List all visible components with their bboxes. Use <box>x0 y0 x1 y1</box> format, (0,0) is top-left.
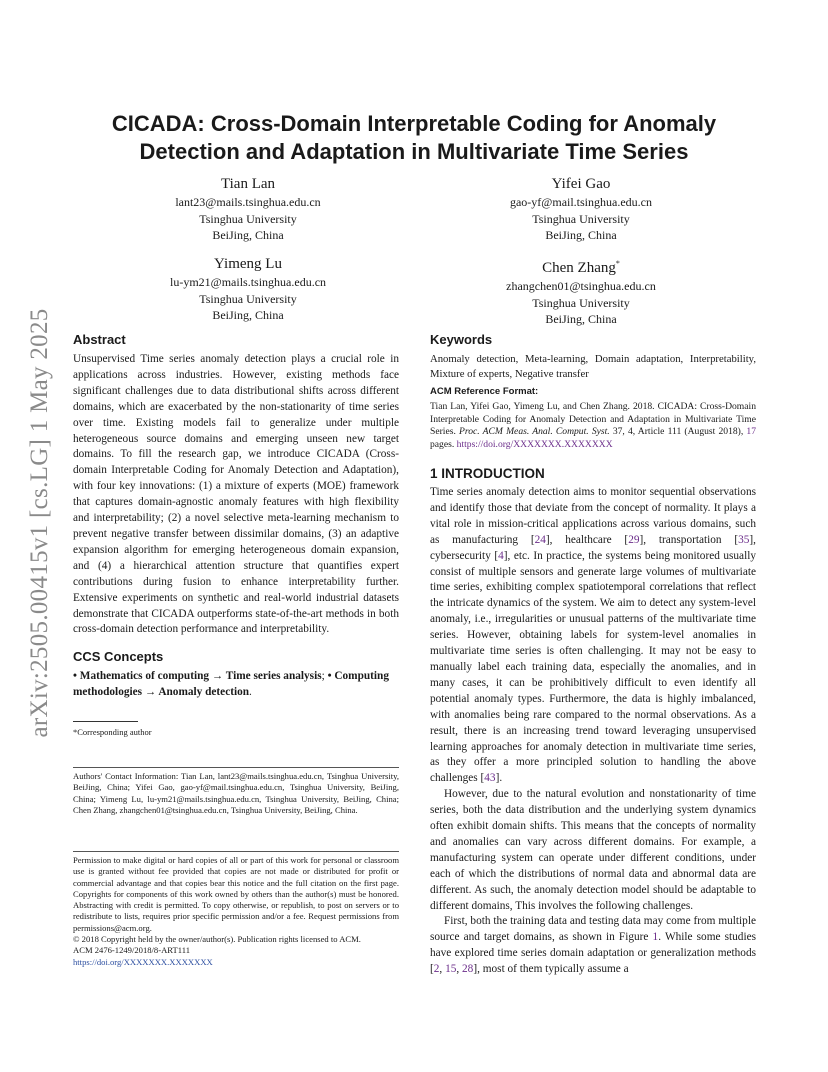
corresponding-mark: * <box>615 259 620 268</box>
authors-contact-information: Authors' Contact Information: Tian Lan, lant23@mails.tsinghua.edu.cn, Tsinghua University, BeiJing, China; Yifei Gao, gao-yf@mail.tsinghua.edu.cn, Tsinghua University, BeiJing, China; Yimeng Lu, lu-ym21@mails.tsinghua.edu.cn, Tsinghua University, BeiJing, China; Chen Zhang, zhangchen01@tsinghua.edu.cn, Tsinghua University, BeiJing, China. <box>73 767 399 816</box>
author-location: BeiJing, China <box>212 308 284 322</box>
keywords-heading: Keywords <box>430 332 493 347</box>
introduction-heading: 1 INTRODUCTION <box>430 466 545 481</box>
author-block-4 <box>451 254 711 328</box>
citation-link[interactable]: 15 <box>445 963 457 976</box>
paragraph-text: ], healthcare [ <box>545 533 629 546</box>
page-count-link[interactable]: 17 <box>746 426 756 438</box>
author-block-2 <box>451 174 711 244</box>
author-email[interactable]: gao-yf@mail.tsinghua.edu.cn <box>509 195 652 209</box>
paragraph-text: First, both the training data and testing data may come from multiple source and target domains, as shown in Figure <box>430 915 756 944</box>
paragraph-text: ], cybersecurity [ <box>430 533 757 562</box>
author-location: BeiJing, China <box>212 228 284 242</box>
acm-reference-heading: ACM Reference Format: <box>430 386 539 397</box>
acm-reference-format <box>430 386 756 452</box>
introduction-section <box>430 465 756 978</box>
author-affiliation: Tsinghua University <box>532 211 630 226</box>
permission-text: Permission to make digital or hard copies of all or part of this work for personal or classroom use is granted without fee provided that copies are not made or distributed for profit or commercial advantage and that copies bear this notice and the full citation on the first page. Copyrights for components of this work owned by others than the author(s) must be honored. Abstracting with credit is permitted. To copy otherwise, or republish, to post on servers or to redistribute to lists, requires prior specific permission and/or a fee. Request permissions from permissions@acm.org. <box>73 855 399 933</box>
citation-link[interactable]: 35 <box>738 533 750 546</box>
author-name: Tian Lan <box>220 176 276 192</box>
ccs-text: • Mathematics of computing → Time series analysis; • Computing methodologies → Anomaly detection. <box>73 670 389 698</box>
corresponding-author-footnote: *Corresponding author <box>73 727 152 737</box>
intro-paragraph-1 <box>430 485 756 787</box>
author-block-3 <box>118 254 378 324</box>
keywords-text: Anomaly detection, Meta-learning, Domain adaptation, Interpretability, Mixture of experts, Negative transfer <box>430 353 756 381</box>
footnote-divider <box>73 721 138 722</box>
intro-paragraph-2: However, due to the natural evolution and nonstationarity of time series, both the data distribution and the underlying system dynamics often exhibit domain shifts. This means that the concepts of normality and anomalies can vary across different domains. For example, a manufacturing system can operate under different conditions, under each of which the distributions of normal data and abnormal data are different. As such, the anomaly detection model should be adaptable to different domains, This involves the following challenges. <box>430 788 756 912</box>
intro-paragraph-3 <box>430 914 756 978</box>
paragraph-text: Time series anomaly detection aims to monitor sequential observations and identify those that deviate from the concept of normality. It plays a vital role in mission-critical applications across various domains, such as manufacturing [ <box>430 486 756 546</box>
author-email[interactable]: lu-ym21@mails.tsinghua.edu.cn <box>169 275 327 289</box>
paragraph-text: ], transportation [ <box>639 533 739 546</box>
acm-issn: ACM 2476-1249/2018/8-ART111 <box>73 945 191 956</box>
author-email[interactable]: lant23@mails.tsinghua.edu.cn <box>175 195 321 209</box>
title-line-2: Detection and Adaptation in Multivariate Time Series <box>139 139 689 164</box>
citation-link[interactable]: 1 <box>652 931 659 944</box>
citation-link[interactable]: 4 <box>498 549 504 562</box>
copyright-line: © 2018 Copyright held by the owner/author(s). Publication rights licensed to ACM. <box>73 934 361 945</box>
abstract-text: Unsupervised Time series anomaly detection plays a crucial role in applications across industries. However, existing methods face significant challenges due to data distributional shifts across different domains, which are exacerbated by the non-stationarity of time series over time. Existing models fail to generalize under multiple heterogeneous source domains and emerging unseen new target domains. To fill the research gap, we introduce CICADA (Cross-domain Interpretable Coding for Anomaly Detection and Adaptation), with four key innovations: (1) a mixture of experts (MOE) framework that captures domain-agnostic anomaly features with high flexibility and interpretability; (2) a novel selective meta-learning mechanism to prevent negative transfer between dissimilar domains, (3) an adaptive expansion algorithm for emerging heterogeneous domain expansion, and (4) a hierarchical attention structure that quantifies expert contributions during fusion to enhance interpretability further. Extensive experiments on synthetic and real-world industrial datasets demonstrate that CICADA outperforms state-of-the-art methods in both cross-domain detection performance and interpretability. <box>73 353 399 636</box>
author-name: Chen Zhang* <box>542 259 620 276</box>
acm-doi-link[interactable]: https://doi.org/XXXXXXX.XXXXXXX <box>456 439 613 451</box>
title-line-1: CICADA: Cross-Domain Interpretable Coding for Anomaly <box>111 111 717 136</box>
author-location: BeiJing, China <box>545 312 617 326</box>
arxiv-side-stamp: arXiv:2505.00415v1 [cs.LG] 1 May 2025 <box>26 308 53 738</box>
ccs-concept-1[interactable]: • Mathematics of computing → Time series analysis <box>73 670 322 682</box>
acm-reference-text: Tian Lan, Yifei Gao, Yimeng Lu, and Chen Zhang. 2018. CICADA: Cross-Domain Interpretable Coding for Anomaly Detection and Adaptation in Multivariate Time Series. Proc. ACM Meas. Anal. Comput. Syst. 37, 4, Article 111 (August 2018), 17 pages. https://doi.org/XXXXXXX.XXXXXXX <box>430 400 756 451</box>
paragraph-text: , <box>439 963 446 976</box>
permission-notice <box>73 851 399 968</box>
author-location: BeiJing, China <box>545 228 617 242</box>
paragraph-text: ], etc. In practice, the systems being monitored usually consist of multiple sensors and generate large volumes of multivariate time series, exhibiting complex spatiotemporal correlations that reflect the intricate dynamics of the system. We aim to detect any system-level anomaly, i.e., irregularities or unusual patterns of the multivariate time series. However, obtaining labels for system-level anomalies in multivariate time series is often challenging. It may not be easy to manually label each training data, especially the anomalies, and in many cases, it can be prohibitively difficult to even identify all potential anomaly types. Furthermore, the data is highly imbalanced, with anomalies being rare compared to the normal observations. As a result, there is an increasing trend toward leveraging unsupervised learning approaches for anomaly detection in multivariate time series, as they offer a more principled solution to handling the above challenges [ <box>430 549 756 785</box>
doi-link[interactable]: https://doi.org/XXXXXXX.XXXXXXX <box>73 956 213 967</box>
abstract-section <box>73 331 399 638</box>
citation-link[interactable]: 43 <box>484 772 496 785</box>
author-affiliation: Tsinghua University <box>199 211 297 226</box>
abstract-heading: Abstract <box>73 332 126 347</box>
author-name: Yimeng Lu <box>214 256 282 272</box>
author-affiliation: Tsinghua University <box>532 295 630 310</box>
citation-link[interactable]: 2 <box>433 963 440 976</box>
author-email[interactable]: zhangchen01@tsinghua.edu.cn <box>506 279 656 293</box>
author-block-1 <box>118 174 378 244</box>
author-name: Yifei Gao <box>551 176 611 192</box>
citation-link[interactable]: 29 <box>628 533 640 546</box>
paper-title <box>90 110 738 166</box>
ccs-concept-2[interactable]: • Computing methodologies → Anomaly detection <box>73 670 389 698</box>
paragraph-text: ]. <box>495 772 503 785</box>
keywords-section <box>430 331 756 382</box>
ccs-heading: CCS Concepts <box>73 649 164 664</box>
citation-link[interactable]: 24 <box>534 533 546 546</box>
paragraph-text: ], most of them typically assume a <box>473 963 629 976</box>
author-affiliation: Tsinghua University <box>199 291 297 306</box>
ccs-section <box>73 648 399 701</box>
paragraph-text: . While some studies have explored time series domain adaptation or generalization methods [ <box>430 931 757 976</box>
paragraph-text: , <box>456 963 463 976</box>
citation-link[interactable]: 28 <box>462 963 474 976</box>
